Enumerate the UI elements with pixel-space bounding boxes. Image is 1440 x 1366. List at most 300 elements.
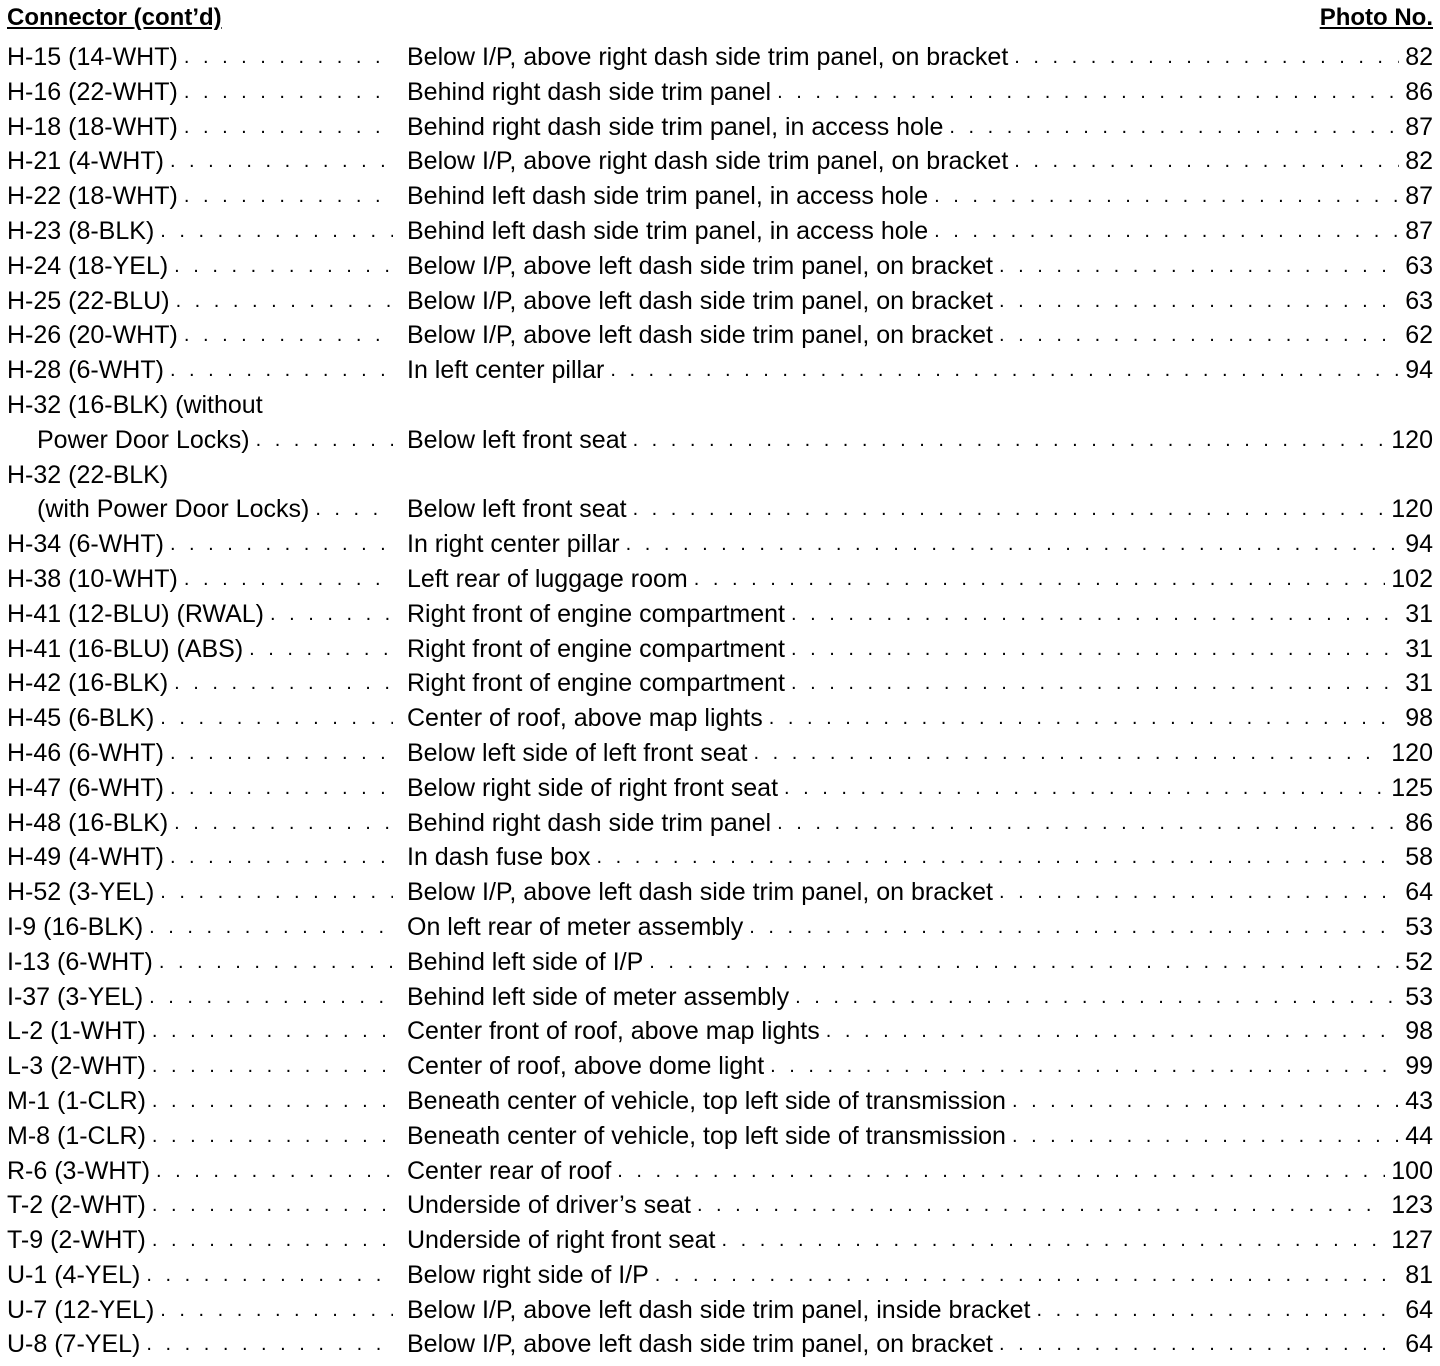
table-row xyxy=(7,1258,1433,1293)
dot-leader xyxy=(791,632,1399,667)
dot-leader xyxy=(791,597,1399,632)
photo-number: 87 xyxy=(1405,216,1433,245)
photo-number: 120 xyxy=(1391,495,1433,524)
location-cell xyxy=(407,110,1433,145)
location-cell xyxy=(407,1049,1433,1084)
dot-leader xyxy=(596,840,1399,875)
table-row xyxy=(7,75,1433,110)
photo-number: 44 xyxy=(1405,1121,1433,1150)
table-row xyxy=(7,1327,1433,1362)
location-text: Below I/P, above right dash side trim panel, on bracket xyxy=(407,43,1009,71)
connector-id: U-1 (4-YEL) xyxy=(7,1260,141,1289)
connector-id: H-23 (8-BLK) xyxy=(7,216,155,245)
dot-leader xyxy=(152,1084,393,1119)
dot-leader xyxy=(160,701,393,736)
connector-cell xyxy=(7,179,399,214)
dot-leader xyxy=(784,771,1385,806)
photo-number: 123 xyxy=(1391,1191,1433,1220)
photo-number: 100 xyxy=(1391,1156,1433,1185)
dot-leader xyxy=(184,75,393,110)
dot-leader xyxy=(949,110,1399,145)
connector-cell xyxy=(7,388,399,423)
photo-number: 53 xyxy=(1405,912,1433,941)
connector-cell xyxy=(7,632,399,667)
location-text: Left rear of luggage room xyxy=(407,564,688,593)
dot-leader xyxy=(170,771,393,806)
table-row xyxy=(7,423,1433,458)
location-text: Center of roof, above dome light xyxy=(407,1052,765,1081)
dot-leader xyxy=(184,40,393,75)
table-row xyxy=(7,1223,1433,1258)
table-header xyxy=(7,0,1433,40)
location-text: Behind left dash side trim panel, in access hole xyxy=(407,216,929,245)
connector-cell xyxy=(7,1084,399,1119)
dot-leader xyxy=(174,249,393,284)
location-cell xyxy=(407,910,1433,945)
connector-id: H-18 (18-WHT) xyxy=(7,112,178,141)
location-text: Right front of engine compartment xyxy=(407,669,785,698)
connector-id: R-6 (3-WHT) xyxy=(7,1156,151,1185)
photo-number: 99 xyxy=(1405,1052,1433,1081)
connector-cell xyxy=(7,318,399,353)
connector-cell xyxy=(7,1049,399,1084)
table-row xyxy=(7,632,1433,667)
photo-number: 120 xyxy=(1391,738,1433,767)
location-cell xyxy=(407,75,1433,110)
connector-cell xyxy=(7,945,399,980)
photo-number: 86 xyxy=(1405,808,1433,837)
connector-cell xyxy=(7,249,399,284)
location-text: Center rear of roof xyxy=(407,1156,612,1185)
location-text: Below I/P, above left dash side trim panel, on bracket xyxy=(407,321,993,350)
connector-cell xyxy=(7,423,399,458)
location-cell xyxy=(407,701,1433,736)
connector-id: H-47 (6-WHT) xyxy=(7,773,164,802)
location-cell xyxy=(407,284,1433,319)
connector-id: H-21 (4-WHT) xyxy=(7,147,164,176)
connector-id: M-1 (1-CLR) xyxy=(7,1086,146,1115)
dot-leader xyxy=(176,284,393,319)
photo-number: 63 xyxy=(1405,286,1433,315)
dot-leader xyxy=(694,562,1386,597)
connector-cell xyxy=(7,840,399,875)
dot-leader xyxy=(999,1327,1399,1362)
photo-number: 86 xyxy=(1405,77,1433,106)
dot-leader xyxy=(1012,1084,1399,1119)
table-row xyxy=(7,875,1433,910)
location-text: Below left side of left front seat xyxy=(407,738,748,767)
location-text: Behind left side of meter assembly xyxy=(407,982,790,1011)
dot-leader xyxy=(1012,1119,1399,1154)
connector-id: L-2 (1-WHT) xyxy=(7,1017,146,1046)
connector-id: H-24 (18-YEL) xyxy=(7,251,169,280)
connector-id: H-42 (16-BLK) xyxy=(7,669,169,698)
table-row xyxy=(7,1119,1433,1154)
connector-cell xyxy=(7,284,399,319)
connector-cell xyxy=(7,1154,399,1189)
location-text: Right front of engine compartment xyxy=(407,634,785,663)
table-row xyxy=(7,910,1433,945)
location-cell xyxy=(407,945,1433,980)
photo-number: 82 xyxy=(1405,147,1433,176)
connector-id: (with Power Door Locks) xyxy=(37,495,310,524)
location-text: Underside of right front seat xyxy=(407,1226,716,1255)
dot-leader xyxy=(617,1154,1385,1189)
connector-cell xyxy=(7,144,399,179)
dot-leader xyxy=(184,562,393,597)
connector-cell xyxy=(7,492,399,527)
dot-leader xyxy=(999,249,1399,284)
table-row xyxy=(7,840,1433,875)
photo-number: 52 xyxy=(1405,947,1433,976)
dot-leader xyxy=(184,179,393,214)
connector-cell xyxy=(7,1223,399,1258)
photo-number: 82 xyxy=(1405,43,1433,71)
location-cell xyxy=(407,1154,1433,1189)
location-text: Below I/P, above right dash side trim panel, on bracket xyxy=(407,147,1009,176)
dot-leader xyxy=(999,875,1399,910)
photo-number: 31 xyxy=(1405,599,1433,628)
connector-cell xyxy=(7,771,399,806)
connector-id: H-15 (14-WHT) xyxy=(7,43,178,71)
dot-leader xyxy=(184,318,393,353)
dot-leader xyxy=(649,945,1399,980)
location-text: In left center pillar xyxy=(407,356,605,385)
location-cell xyxy=(407,249,1433,284)
table-row xyxy=(7,388,1433,423)
table-row xyxy=(7,1014,1433,1049)
location-cell xyxy=(407,423,1433,458)
dot-leader xyxy=(610,353,1399,388)
dot-leader xyxy=(769,701,1399,736)
photo-number: 81 xyxy=(1405,1260,1433,1289)
table-row xyxy=(7,144,1433,179)
dot-leader xyxy=(1014,144,1399,179)
location-text: Beneath center of vehicle, top left side of transmission xyxy=(407,1086,1006,1115)
location-cell xyxy=(407,840,1433,875)
location-text: Below I/P, above left dash side trim panel, inside bracket xyxy=(407,1295,1031,1324)
table-row xyxy=(7,562,1433,597)
dot-leader xyxy=(697,1188,1385,1223)
connector-id: H-48 (16-BLK) xyxy=(7,808,169,837)
location-text: Below I/P, above left dash side trim panel, on bracket xyxy=(407,1330,993,1359)
location-text: Below I/P, above left dash side trim panel, on bracket xyxy=(407,878,993,907)
dot-leader xyxy=(1014,40,1399,75)
connector-cell xyxy=(7,1258,399,1293)
connector-id: I-9 (16-BLK) xyxy=(7,912,144,941)
table-row xyxy=(7,179,1433,214)
location-text: Center of roof, above map lights xyxy=(407,704,763,733)
connector-id: H-45 (6-BLK) xyxy=(7,704,155,733)
location-cell xyxy=(407,144,1433,179)
photo-number: 64 xyxy=(1405,878,1433,907)
table-row xyxy=(7,458,1433,493)
photo-column-heading: Photo No. xyxy=(1319,4,1433,31)
dot-leader xyxy=(256,423,393,458)
dot-leader xyxy=(146,1327,393,1362)
location-cell xyxy=(407,40,1433,75)
location-cell xyxy=(407,1258,1433,1293)
table-row xyxy=(7,353,1433,388)
location-text: Underside of driver’s seat xyxy=(407,1191,691,1220)
dot-leader xyxy=(170,736,393,771)
dot-leader xyxy=(749,910,1399,945)
location-text: Behind left dash side trim panel, in access hole xyxy=(407,182,929,211)
connector-id: U-8 (7-YEL) xyxy=(7,1330,141,1359)
connector-cell xyxy=(7,806,399,841)
dot-leader xyxy=(999,318,1399,353)
photo-number: 53 xyxy=(1405,982,1433,1011)
dot-leader xyxy=(753,736,1385,771)
dot-leader xyxy=(826,1014,1399,1049)
table-row xyxy=(7,492,1433,527)
dot-leader xyxy=(777,806,1399,841)
location-cell xyxy=(407,492,1433,527)
location-cell xyxy=(407,1327,1433,1362)
location-text: Below left front seat xyxy=(407,495,627,524)
table-row xyxy=(7,980,1433,1015)
connector-cell xyxy=(7,1188,399,1223)
dot-leader xyxy=(722,1223,1386,1258)
table-row xyxy=(7,1084,1433,1119)
connector-id: I-13 (6-WHT) xyxy=(7,947,153,976)
connector-id: H-32 (22-BLK) xyxy=(7,460,169,489)
location-cell xyxy=(407,1188,1433,1223)
dot-leader xyxy=(633,492,1386,527)
photo-number: 98 xyxy=(1405,704,1433,733)
table-row xyxy=(7,249,1433,284)
table-row xyxy=(7,736,1433,771)
location-text: Below right side of I/P xyxy=(407,1260,649,1289)
location-text: Below I/P, above left dash side trim panel, on bracket xyxy=(407,286,993,315)
location-text: In right center pillar xyxy=(407,530,620,559)
location-cell xyxy=(407,771,1433,806)
connector-cell xyxy=(7,875,399,910)
dot-leader xyxy=(152,1014,393,1049)
connector-cell xyxy=(7,1119,399,1154)
location-cell xyxy=(407,1119,1433,1154)
location-cell xyxy=(407,1223,1433,1258)
connector-id: H-52 (3-YEL) xyxy=(7,878,155,907)
connector-id: I-37 (3-YEL) xyxy=(7,982,144,1011)
photo-number: 31 xyxy=(1405,669,1433,698)
table-row xyxy=(7,701,1433,736)
connector-id: H-34 (6-WHT) xyxy=(7,530,164,559)
connector-cell xyxy=(7,910,399,945)
table-row xyxy=(7,110,1433,145)
table-row xyxy=(7,1293,1433,1328)
location-text: Below right side of right front seat xyxy=(407,773,779,802)
dot-leader xyxy=(170,353,393,388)
dot-leader xyxy=(655,1258,1399,1293)
dot-leader xyxy=(270,597,393,632)
connector-cell xyxy=(7,980,399,1015)
location-cell xyxy=(407,318,1433,353)
table-row xyxy=(7,40,1433,75)
location-text: On left rear of meter assembly xyxy=(407,912,744,941)
location-text: Behind right dash side trim panel xyxy=(407,77,772,106)
dot-leader xyxy=(160,214,393,249)
connector-id: T-2 (2-WHT) xyxy=(7,1191,146,1220)
location-cell xyxy=(407,562,1433,597)
location-text: Center front of roof, above map lights xyxy=(407,1017,820,1046)
table-row xyxy=(7,597,1433,632)
dot-leader xyxy=(152,1188,393,1223)
photo-number: 31 xyxy=(1405,634,1433,663)
dot-leader xyxy=(795,980,1399,1015)
location-cell xyxy=(407,1084,1433,1119)
table-row xyxy=(7,945,1433,980)
connector-id: H-22 (18-WHT) xyxy=(7,182,178,211)
connector-cell xyxy=(7,736,399,771)
photo-number: 102 xyxy=(1391,564,1433,593)
location-cell xyxy=(407,980,1433,1015)
location-text: Below I/P, above left dash side trim panel, on bracket xyxy=(407,251,993,280)
photo-number: 94 xyxy=(1405,530,1433,559)
dot-leader xyxy=(170,527,393,562)
connector-cell xyxy=(7,1327,399,1362)
dot-leader xyxy=(777,75,1399,110)
connector-id: U-7 (12-YEL) xyxy=(7,1295,155,1324)
connector-id: T-9 (2-WHT) xyxy=(7,1226,146,1255)
photo-number: 64 xyxy=(1405,1330,1433,1359)
connector-cell xyxy=(7,214,399,249)
location-text: Behind right dash side trim panel, in access hole xyxy=(407,112,944,141)
connector-id: H-16 (22-WHT) xyxy=(7,77,178,106)
dot-leader xyxy=(249,632,393,667)
location-cell xyxy=(407,1293,1433,1328)
table-row xyxy=(7,527,1433,562)
connector-cell xyxy=(7,701,399,736)
location-cell xyxy=(407,353,1433,388)
location-cell xyxy=(407,875,1433,910)
connector-cell xyxy=(7,40,399,75)
photo-number: 43 xyxy=(1405,1086,1433,1115)
dot-leader xyxy=(152,1119,393,1154)
table-row xyxy=(7,214,1433,249)
location-cell xyxy=(407,632,1433,667)
location-cell xyxy=(407,527,1433,562)
table-row xyxy=(7,666,1433,701)
photo-number: 120 xyxy=(1391,425,1433,454)
connector-id: H-41 (16-BLU) (ABS) xyxy=(7,634,244,663)
table-row xyxy=(7,284,1433,319)
connector-cell xyxy=(7,597,399,632)
location-cell xyxy=(407,597,1433,632)
connector-cell xyxy=(7,458,399,493)
connector-cell xyxy=(7,527,399,562)
table-row xyxy=(7,806,1433,841)
dot-leader xyxy=(159,945,393,980)
dot-leader xyxy=(156,1154,393,1189)
dot-leader xyxy=(791,666,1399,701)
connector-id: H-25 (22-BLU) xyxy=(7,286,170,315)
dot-leader xyxy=(170,144,393,179)
connector-cell xyxy=(7,1014,399,1049)
connector-list xyxy=(7,40,1433,1362)
photo-number: 94 xyxy=(1405,356,1433,385)
connector-id: H-32 (16-BLK) (without xyxy=(7,390,263,419)
dot-leader xyxy=(315,492,393,527)
dot-leader xyxy=(184,110,393,145)
table-row xyxy=(7,1049,1433,1084)
dot-leader xyxy=(633,423,1386,458)
dot-leader xyxy=(174,666,393,701)
location-cell xyxy=(407,736,1433,771)
connector-cell xyxy=(7,353,399,388)
dot-leader xyxy=(149,980,393,1015)
dot-leader xyxy=(152,1223,393,1258)
connector-heading-label: Connector xyxy=(7,4,127,31)
connector-cell xyxy=(7,1293,399,1328)
dot-leader xyxy=(160,1293,393,1328)
dot-leader xyxy=(1037,1293,1400,1328)
location-cell xyxy=(407,214,1433,249)
location-text: Behind left side of I/P xyxy=(407,947,644,976)
table-row xyxy=(7,771,1433,806)
connector-id: H-46 (6-WHT) xyxy=(7,738,164,767)
dot-leader xyxy=(770,1049,1399,1084)
table-row xyxy=(7,1154,1433,1189)
photo-number: 98 xyxy=(1405,1017,1433,1046)
connector-id: L-3 (2-WHT) xyxy=(7,1052,146,1081)
connector-id: H-38 (10-WHT) xyxy=(7,564,178,593)
dot-leader xyxy=(146,1258,393,1293)
location-text: Beneath center of vehicle, top left side of transmission xyxy=(407,1121,1006,1150)
photo-number: 63 xyxy=(1405,251,1433,280)
connector-id: Power Door Locks) xyxy=(37,425,250,454)
connector-cell xyxy=(7,666,399,701)
location-cell xyxy=(407,806,1433,841)
connector-cell xyxy=(7,110,399,145)
photo-number: 62 xyxy=(1405,321,1433,350)
photo-number: 58 xyxy=(1405,843,1433,872)
connector-cell xyxy=(7,562,399,597)
location-cell xyxy=(407,1014,1433,1049)
dot-leader xyxy=(152,1049,393,1084)
dot-leader xyxy=(149,910,393,945)
connector-id: H-41 (12-BLU) (RWAL) xyxy=(7,599,264,628)
photo-number: 87 xyxy=(1405,112,1433,141)
dot-leader xyxy=(934,214,1399,249)
location-text: Right front of engine compartment xyxy=(407,599,785,628)
connector-index-page xyxy=(7,0,1433,1362)
photo-number: 64 xyxy=(1405,1295,1433,1324)
connector-heading-suffix: (cont’d) xyxy=(133,4,222,31)
location-cell xyxy=(407,179,1433,214)
location-text: Below left front seat xyxy=(407,425,627,454)
connector-id: H-49 (4-WHT) xyxy=(7,843,164,872)
photo-number: 127 xyxy=(1391,1226,1433,1255)
dot-leader xyxy=(626,527,1400,562)
table-row xyxy=(7,1188,1433,1223)
location-text: In dash fuse box xyxy=(407,843,591,872)
connector-id: H-28 (6-WHT) xyxy=(7,356,164,385)
connector-cell xyxy=(7,75,399,110)
dot-leader xyxy=(934,179,1399,214)
dot-leader xyxy=(174,806,393,841)
photo-number: 125 xyxy=(1391,773,1433,802)
dot-leader xyxy=(170,840,393,875)
connector-column-heading xyxy=(7,4,222,32)
location-cell xyxy=(407,666,1433,701)
connector-id: H-26 (20-WHT) xyxy=(7,321,178,350)
dot-leader xyxy=(999,284,1399,319)
table-row xyxy=(7,318,1433,353)
photo-number: 87 xyxy=(1405,182,1433,211)
location-text: Behind right dash side trim panel xyxy=(407,808,772,837)
connector-id: M-8 (1-CLR) xyxy=(7,1121,146,1150)
